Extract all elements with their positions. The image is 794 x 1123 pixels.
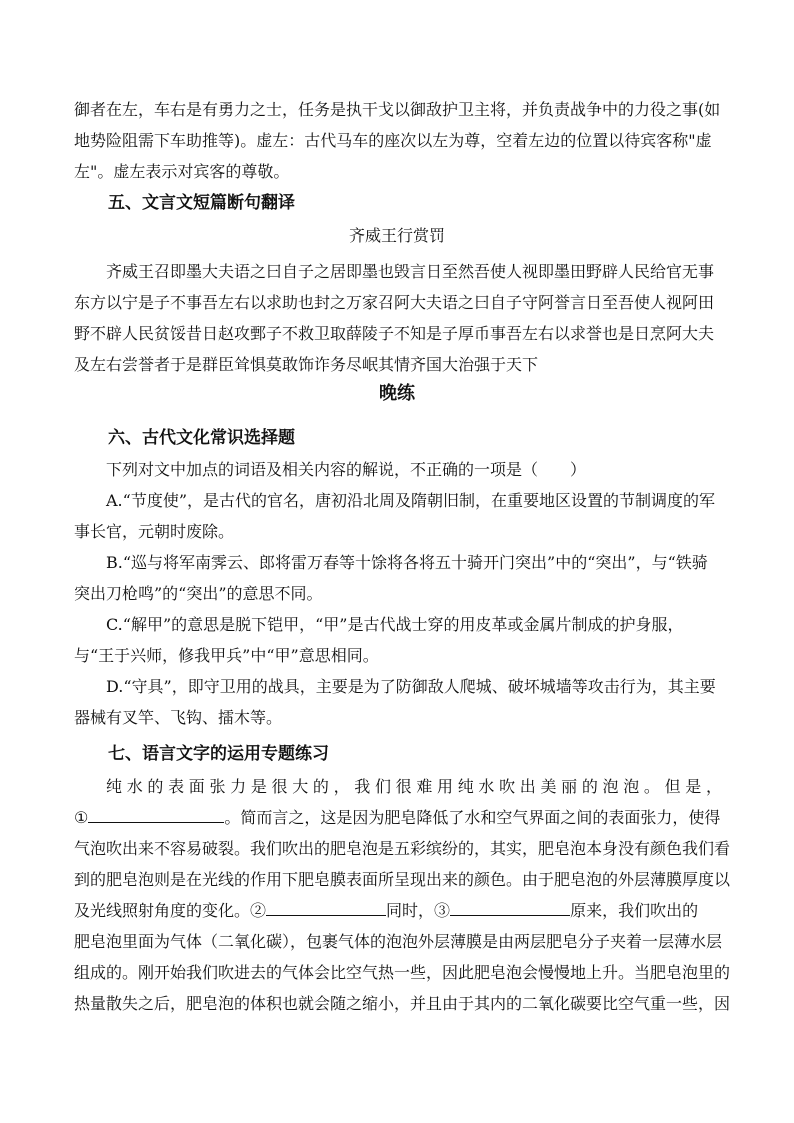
option-c: C.“解甲”的意思是脱下铠甲，“甲”是古代战士穿的用皮革或金属片制成的护身服，与“王于兴师，修我甲兵”中“甲”意思相同。: [74, 615, 684, 665]
section7-heading: 七、语言文字的运用专题练习: [108, 744, 329, 764]
passage-line-1: 纯水的表面张力是很大的，我们很难用纯水吹出美丽的泡泡。但是，: [106, 777, 722, 796]
passage-line-2-text: 。简而言之，这是因为肥皂降低了水和空气界面之间的表面张力，使得: [224, 808, 721, 827]
passage-line-5: [74, 895, 722, 926]
passage-line-5-post: 原来，我们吹出的: [570, 901, 699, 920]
blank-1[interactable]: [88, 806, 224, 823]
passage-line-5-pre: 及光线照射角度的变化。: [74, 901, 251, 920]
blank-1-label: ①: [74, 808, 89, 827]
evening-title: 晚练: [379, 383, 415, 404]
passage-line-5-mid: 同时，: [386, 901, 435, 920]
blank-3[interactable]: [450, 899, 570, 916]
option-d: D.“守具”，即守卫用的战具，主要是为了防御敌人爬城、破坏城墙等攻击行为，其主要器械有叉竿、飞钩、擂木等。: [74, 677, 716, 727]
passage-line-7: 组成的。刚开始我们吹进去的气体会比空气热一些，因此肥皂泡会慢慢地上升。当肥皂泡里的: [74, 963, 731, 982]
section5-heading: 五、文言文短篇断句翻译: [108, 193, 295, 213]
intro-paragraph: 御者在左，车右是有勇力之士，任务是执干戈以御敌护卫主将，并负责战争中的力役之事(如地势险阻需下车助推等)。虚左：古代马车的座次以左为尊，空着左边的位置以待宾客称"虚左"。虚左表示对宾客的尊敬。: [74, 100, 721, 181]
blank-3-label: ③: [434, 901, 451, 920]
section7-passage: [74, 771, 731, 1019]
section5-passage-title: 齐威王行赏罚: [348, 226, 445, 245]
passage-line-6: 肥皂泡里面为气体（二氧化碳），包裹气体的泡泡外层薄膜是由两层肥皂分子夹着一层薄水层: [74, 932, 723, 951]
option-a: A.“节度使”，是古代的官名，唐初沿北周及隋朝旧制，在重要地区设置的节制调度的军事长官，元朝时废除。: [74, 491, 716, 541]
section6-question: 下列对文中加点的词语及相关内容的解说，不正确的一项是（ ）: [106, 460, 587, 479]
option-b: B.“巡与将军南霁云、郎将雷万春等十馀将各将五十骑开门突出”中的“突出”，与“铁骑突出刀枪鸣”的“突出”的意思不同。: [74, 553, 708, 603]
section6-heading: 六、古代文化常识选择题: [108, 428, 295, 448]
blank-2[interactable]: [266, 899, 386, 916]
section5-passage-text: 齐威王召即墨大夫语之曰自子之居即墨也毁言日至然吾使人视即墨田野辟人民给官无事东方以宁是子不事吾左右以求助也封之万家召阿大夫语之曰自子守阿誉言日至吾使人视阿田野不辟人民贫馁昔日赵攻鄄子不救卫取薛陵子不知是子厚币事吾左右以求誉也是日烹阿大夫及左右尝誉者于是群臣耸惧莫敢饰诈务尽岷其情齐国大治强于天下: [74, 262, 715, 374]
passage-line-8: 热量散失之后，肥皂泡的体积也就会随之缩小，并且由于其内的二氧化碳要比空气重一些，因: [74, 994, 731, 1013]
passage-line-3: 气泡吹出来不容易破裂。我们吹出的肥皂泡是五彩缤纷的，其实，肥皂泡本身没有颜色我们看: [74, 839, 731, 858]
blank-2-label: ②: [250, 901, 267, 920]
passage-line-4: 到的肥皂泡则是在光线的作用下肥皂膜表面所呈现出来的颜色。由于肥皂泡的外层薄膜厚度以: [74, 870, 731, 889]
passage-line-2: [74, 802, 722, 833]
